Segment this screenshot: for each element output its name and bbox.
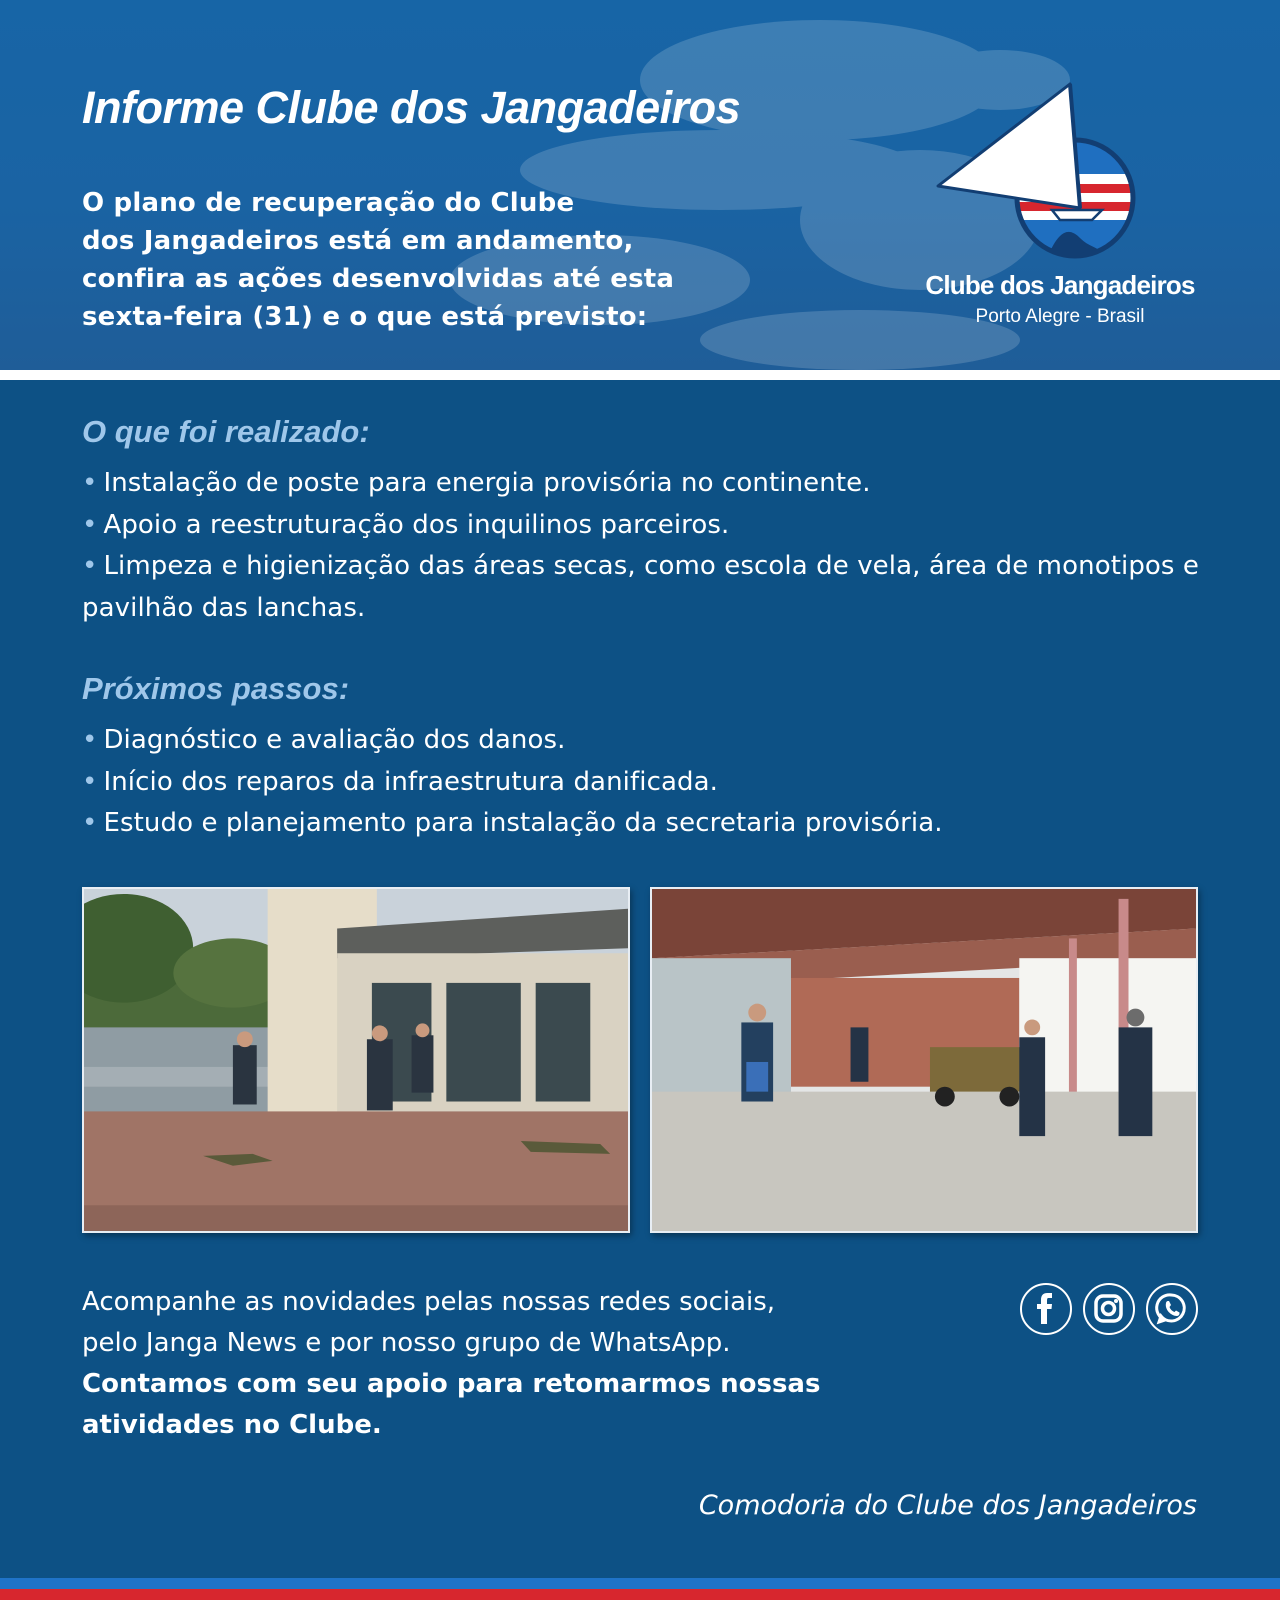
header-divider <box>0 370 1280 380</box>
list-item-text: Diagnóstico e avaliação dos danos. <box>103 725 566 755</box>
footer-line: Acompanhe as novidades pelas nossas redes sociais, <box>82 1287 776 1317</box>
section-title-next: Próximos passos: <box>82 671 350 706</box>
bottom-stripe-red <box>0 1589 1280 1600</box>
list-item: • Estudo e planejamento para instalação da secretaria provisória. <box>82 808 943 838</box>
list-item: • Instalação de poste para energia provisória no continente. <box>82 468 871 498</box>
list-item: • Início dos reparos da infraestrutura danificada. <box>82 766 718 797</box>
sailboat-logo-icon <box>930 78 1150 278</box>
list-item: • Diagnóstico e avaliação dos danos. <box>82 725 566 755</box>
whatsapp-icon[interactable] <box>1146 1283 1198 1335</box>
list-item: • Apoio a reestruturação dos inquilinos parceiros. <box>82 509 730 540</box>
list-item-text: Estudo e planejamento para instalação da secretaria provisória. <box>103 808 943 838</box>
footer-bold-line: atividades no Clube. <box>82 1410 382 1440</box>
club-logo <box>925 78 1205 338</box>
list-item-text: Limpeza e higienização das áreas secas, como escola de vela, área de monotipos e pavilhão das lanchas. <box>82 551 1200 623</box>
footer-line: pelo Janga News e por nosso grupo de WhatsApp. <box>82 1328 731 1358</box>
intro-line: O plano de recuperação do Clube <box>82 188 575 218</box>
list-item: • Limpeza e higienização das áreas secas, como escola de vela, área de monotipos e pavilhão das lanchas. <box>82 551 1200 623</box>
photo-flooded-building <box>82 887 630 1233</box>
footer-message <box>82 1282 902 1446</box>
intro-text <box>82 184 722 336</box>
list-item-text: Início dos reparos da infraestrutura danificada. <box>103 766 718 797</box>
logo-name: Clube dos Jangadeiros <box>925 270 1195 300</box>
facebook-icon[interactable] <box>1020 1283 1072 1335</box>
instagram-icon[interactable] <box>1083 1283 1135 1335</box>
next-list <box>82 720 1222 845</box>
intro-line: dos Jangadeiros está em andamento, <box>82 226 634 256</box>
intro-line: confira as ações desenvolvidas até esta <box>82 264 675 294</box>
photo-cleanup-pavilion <box>650 887 1198 1233</box>
logo-place: Porto Alegre - Brasil <box>975 306 1145 327</box>
header-banner <box>0 0 1280 370</box>
list-item-text: Apoio a reestruturação dos inquilinos parceiros. <box>103 509 730 540</box>
footer-bold-line: Contamos com seu apoio para retomarmos nossas <box>82 1369 821 1399</box>
done-list <box>82 463 1222 629</box>
section-title-done: O que foi realizado: <box>82 414 370 449</box>
list-item-text: Instalação de poste para energia provisória no continente. <box>103 468 871 498</box>
signature: Comodoria do Clube dos Jangadeiros <box>698 1490 1197 1521</box>
page-title: Informe Clube dos Jangadeiros <box>82 82 741 133</box>
intro-line: sexta-feira (31) e o que está previsto: <box>82 302 648 332</box>
bottom-stripe-blue <box>0 1578 1280 1589</box>
